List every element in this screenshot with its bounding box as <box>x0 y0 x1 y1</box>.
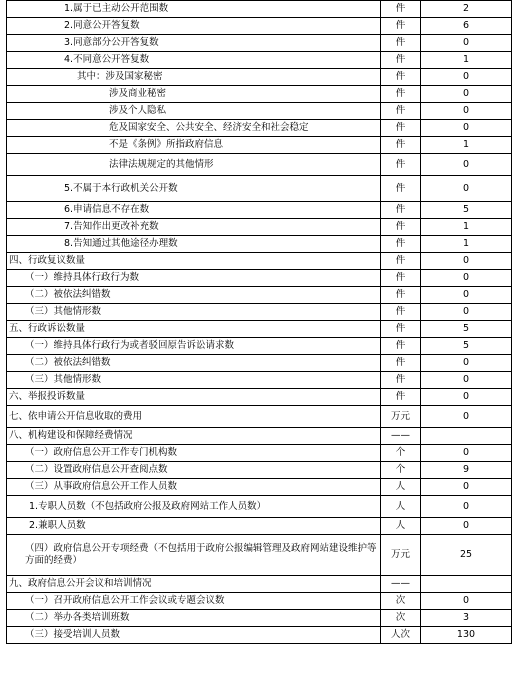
table-row <box>7 627 512 644</box>
row-value: 1 <box>421 236 512 253</box>
row-unit: 件 <box>381 69 421 86</box>
row-unit: 件 <box>381 202 421 219</box>
row-value <box>421 428 512 445</box>
table-row <box>7 389 512 406</box>
row-value: 0 <box>421 304 512 321</box>
row-unit: 人次 <box>381 627 421 644</box>
row-unit: —— <box>381 428 421 445</box>
row-label: （三）其他情形数 <box>7 304 381 321</box>
row-value: 0 <box>421 120 512 137</box>
row-value: 0 <box>421 154 512 176</box>
row-unit: 件 <box>381 355 421 372</box>
row-label: （二）被依法纠错数 <box>7 355 381 372</box>
row-label: 1.专职人员数（不包括政府公报及政府网站工作人员数） <box>7 496 381 518</box>
row-unit: 件 <box>381 154 421 176</box>
table-row <box>7 176 512 202</box>
table-row <box>7 428 512 445</box>
row-unit: 件 <box>381 103 421 120</box>
row-label: 五、行政诉讼数量 <box>7 321 381 338</box>
row-unit: 件 <box>381 389 421 406</box>
row-unit: 件 <box>381 236 421 253</box>
row-label: 8.告知通过其他途径办理数 <box>7 236 381 253</box>
row-value: 0 <box>421 287 512 304</box>
row-value: 0 <box>421 69 512 86</box>
row-label: 涉及商业秘密 <box>7 86 381 103</box>
row-unit: 件 <box>381 120 421 137</box>
row-label: 八、机构建设和保障经费情况 <box>7 428 381 445</box>
table-row <box>7 593 512 610</box>
row-value: 5 <box>421 202 512 219</box>
row-label: 2.兼职人员数 <box>7 518 381 535</box>
row-unit: 件 <box>381 219 421 236</box>
row-unit: 件 <box>381 176 421 202</box>
statistics-table <box>6 0 512 644</box>
row-label: 3.同意部分公开答复数 <box>7 35 381 52</box>
row-unit: 人 <box>381 518 421 535</box>
row-label: （四）政府信息公开专项经费（不包括用于政府公报编辑管理及政府网站建设维护等方面的经费） <box>7 535 381 576</box>
table-row <box>7 52 512 69</box>
row-value: 0 <box>421 176 512 202</box>
row-label: （三）其他情形数 <box>7 372 381 389</box>
table-row <box>7 338 512 355</box>
table-row <box>7 120 512 137</box>
table-row <box>7 576 512 593</box>
row-unit: 个 <box>381 445 421 462</box>
row-label: 6.申请信息不存在数 <box>7 202 381 219</box>
row-value: 0 <box>421 445 512 462</box>
row-unit: —— <box>381 576 421 593</box>
table-row <box>7 253 512 270</box>
row-label: 4.不同意公开答复数 <box>7 52 381 69</box>
table-row <box>7 69 512 86</box>
row-unit: 次 <box>381 610 421 627</box>
row-unit: 件 <box>381 372 421 389</box>
row-value <box>421 576 512 593</box>
row-value: 0 <box>421 35 512 52</box>
row-label: （一）召开政府信息公开工作会议或专题会议数 <box>7 593 381 610</box>
row-unit: 件 <box>381 18 421 35</box>
table-row <box>7 462 512 479</box>
row-value: 1 <box>421 52 512 69</box>
table-row <box>7 355 512 372</box>
row-value: 0 <box>421 479 512 496</box>
row-unit: 人 <box>381 496 421 518</box>
row-label: （二）被依法纠错数 <box>7 287 381 304</box>
table-row <box>7 270 512 287</box>
table-row <box>7 35 512 52</box>
row-unit: 件 <box>381 270 421 287</box>
row-value: 130 <box>421 627 512 644</box>
row-unit: 件 <box>381 287 421 304</box>
row-label: 九、政府信息公开会议和培训情况 <box>7 576 381 593</box>
row-label: （一）维持具体行政行为数 <box>7 270 381 287</box>
table-row <box>7 445 512 462</box>
table-row <box>7 321 512 338</box>
row-unit: 件 <box>381 304 421 321</box>
row-unit: 个 <box>381 462 421 479</box>
row-label: 危及国家安全、公共安全、经济安全和社会稳定 <box>7 120 381 137</box>
row-label: 7.告知作出更改补充数 <box>7 219 381 236</box>
row-label: 5.不属于本行政机关公开数 <box>7 176 381 202</box>
table-row <box>7 219 512 236</box>
row-label: 六、举报投诉数量 <box>7 389 381 406</box>
row-label: 法律法规规定的其他情形 <box>7 154 381 176</box>
row-unit: 件 <box>381 338 421 355</box>
row-value: 5 <box>421 321 512 338</box>
row-label: （二）举办各类培训班数 <box>7 610 381 627</box>
row-unit: 件 <box>381 52 421 69</box>
row-value: 6 <box>421 18 512 35</box>
row-unit: 件 <box>381 137 421 154</box>
row-unit: 件 <box>381 86 421 103</box>
table-row <box>7 479 512 496</box>
row-value: 0 <box>421 253 512 270</box>
row-value: 0 <box>421 372 512 389</box>
table-row <box>7 372 512 389</box>
table-row <box>7 18 512 35</box>
row-label: （一）维持具体行政行为或者驳回原告诉讼请求数 <box>7 338 381 355</box>
row-value: 0 <box>421 103 512 120</box>
row-value: 3 <box>421 610 512 627</box>
row-value: 0 <box>421 355 512 372</box>
row-label: 七、依申请公开信息收取的费用 <box>7 406 381 428</box>
row-label: 其中：涉及国家秘密 <box>7 69 381 86</box>
row-unit: 件 <box>381 35 421 52</box>
table-row <box>7 496 512 518</box>
row-value: 0 <box>421 86 512 103</box>
row-unit: 万元 <box>381 406 421 428</box>
row-unit: 次 <box>381 593 421 610</box>
row-label: 不是《条例》所指政府信息 <box>7 137 381 154</box>
row-unit: 万元 <box>381 535 421 576</box>
row-value: 9 <box>421 462 512 479</box>
table-row <box>7 287 512 304</box>
row-value: 1 <box>421 137 512 154</box>
row-unit: 件 <box>381 253 421 270</box>
row-unit: 件 <box>381 321 421 338</box>
table-row <box>7 406 512 428</box>
table-row <box>7 535 512 576</box>
table-row <box>7 1 512 18</box>
row-value: 0 <box>421 518 512 535</box>
statistics-table-container <box>6 0 511 644</box>
table-row <box>7 103 512 120</box>
table-row <box>7 137 512 154</box>
table-row <box>7 236 512 253</box>
table-row <box>7 154 512 176</box>
table-row <box>7 610 512 627</box>
row-value: 0 <box>421 270 512 287</box>
row-label: （三）从事政府信息公开工作人员数 <box>7 479 381 496</box>
row-unit: 件 <box>381 1 421 18</box>
row-value: 25 <box>421 535 512 576</box>
table-row <box>7 202 512 219</box>
row-label: （一）政府信息公开工作专门机构数 <box>7 445 381 462</box>
table-row <box>7 518 512 535</box>
row-value: 0 <box>421 496 512 518</box>
row-label: 2.同意公开答复数 <box>7 18 381 35</box>
table-row <box>7 86 512 103</box>
row-label: （三）接受培训人员数 <box>7 627 381 644</box>
row-value: 0 <box>421 593 512 610</box>
row-label: 涉及个人隐私 <box>7 103 381 120</box>
row-value: 0 <box>421 406 512 428</box>
row-value: 2 <box>421 1 512 18</box>
row-value: 1 <box>421 219 512 236</box>
row-label: 1.属于已主动公开范围数 <box>7 1 381 18</box>
row-unit: 人 <box>381 479 421 496</box>
row-value: 0 <box>421 389 512 406</box>
row-label: （二）设置政府信息公开查阅点数 <box>7 462 381 479</box>
row-value: 5 <box>421 338 512 355</box>
table-row <box>7 304 512 321</box>
table-body <box>7 1 512 644</box>
row-label: 四、行政复议数量 <box>7 253 381 270</box>
